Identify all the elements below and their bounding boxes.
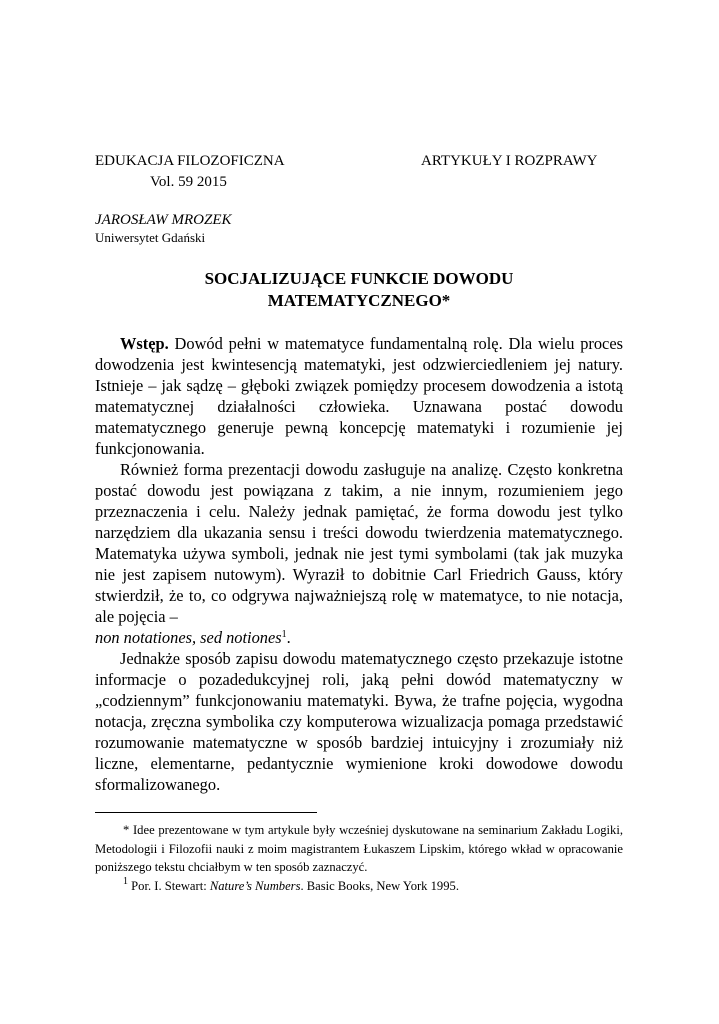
paragraph-1 (95, 333, 623, 459)
paragraph-3-text: Jednakże sposób zapisu dowodu matematycznego często przekazuje istotne informacje o pozadedukcyjnej roli, jaką pełni dowód matematyczny w „codziennym” funkcjonowaniu matematyki. Bywa, że trafne pojęcia, wygodna notacja, zręczna symbolika czy komputerowa wizualizacja pomaga przedstawić rozumowanie matematyczne w sposób bardziej intuicyjny i zrozumiały niż liczne, elementarne, pedantycznie wymienione kroki dowodowe dowodu sformalizowanego. (95, 649, 623, 794)
paragraph-2-text: Również forma prezentacji dowodu zasługuje na analizę. Często konkretna postać dowodu jest powiązana z takim, a nie innym, rozumieniem jego przeznaczenia i celu. Należy jednak pamiętać, że forma dowodu jest tylko narzędziem dla ukazania sensu i treści dowodu twierdzenia matematycznego. Matematyka używa symboli, jednak nie jest tymi symbolami (tak jak muzyka nie jest zapisem nutowym). Wyraził to dobitnie Carl Friedrich Gauss, który stwierdził, że to, co odgrywa najważniejszą rolę w matematyce, to nie notacja, ale pojęcia – (95, 460, 623, 626)
paragraph-1-text: Dowód pełni w matematyce fundamentalną rolę. Dla wielu proces dowodzenia jest kwintesencją matematyki, jest odzwierciedleniem jej natury. Istnieje – jak sądzę – głęboki związek pomiędzy procesem dowodzenia a istotą matematycznej działalności człowieka. Uznawana postać dowodu matematycznego generuje pewną koncepcję matematyki i rozumienie jej funkcjonowania. (95, 334, 623, 458)
footnote-1-mark: 1 (123, 875, 128, 887)
article-title-line-1: SOCJALIZUJĄCE FUNKCIE DOWODU (204, 269, 514, 288)
author-name: JAROSŁAW MROZEK (95, 212, 232, 228)
journal-header (95, 151, 285, 193)
footnote-1-book: Nature’s Numbers (209, 878, 301, 893)
author-affiliation: Uniwersytet Gdański (95, 230, 206, 245)
paragraph-2-end: . (286, 628, 291, 647)
footnote-1-post: . Basic Books, New York 1995. (300, 878, 459, 893)
footnote-divider (95, 812, 317, 813)
paragraph-3 (95, 648, 623, 795)
intro-lead: Wstęp. (120, 334, 169, 353)
article-body (95, 333, 623, 795)
article-title (95, 268, 623, 312)
section-name: ARTYKUŁY I ROZPRAWY (421, 153, 598, 169)
footnote-1 (95, 877, 623, 896)
paragraph-2 (95, 459, 623, 648)
footnote-star: * Idee prezentowane w tym artykule były wcześniej dyskutowane na seminarium Zakładu Logiki, Metodologii i Filozofii nauki z moim magistrantem Łukaszem Lipskim, którego wkład w opracowanie poniższego tekstu chciałbym w ten sposób zaznaczyć. (95, 823, 623, 874)
footnote-ref-1: 1 (281, 629, 287, 640)
journal-volume: Vol. 59 2015 (150, 174, 227, 190)
footnote-1-pre: Por. I. Stewart: (128, 878, 210, 893)
journal-name: EDUKACJA FILOZOFICZNA (95, 153, 285, 169)
footnotes (95, 821, 623, 895)
article-title-line-2: MATEMATYCZNEGO* (267, 291, 451, 310)
latin-quote: non notationes, sed notiones (95, 628, 282, 647)
